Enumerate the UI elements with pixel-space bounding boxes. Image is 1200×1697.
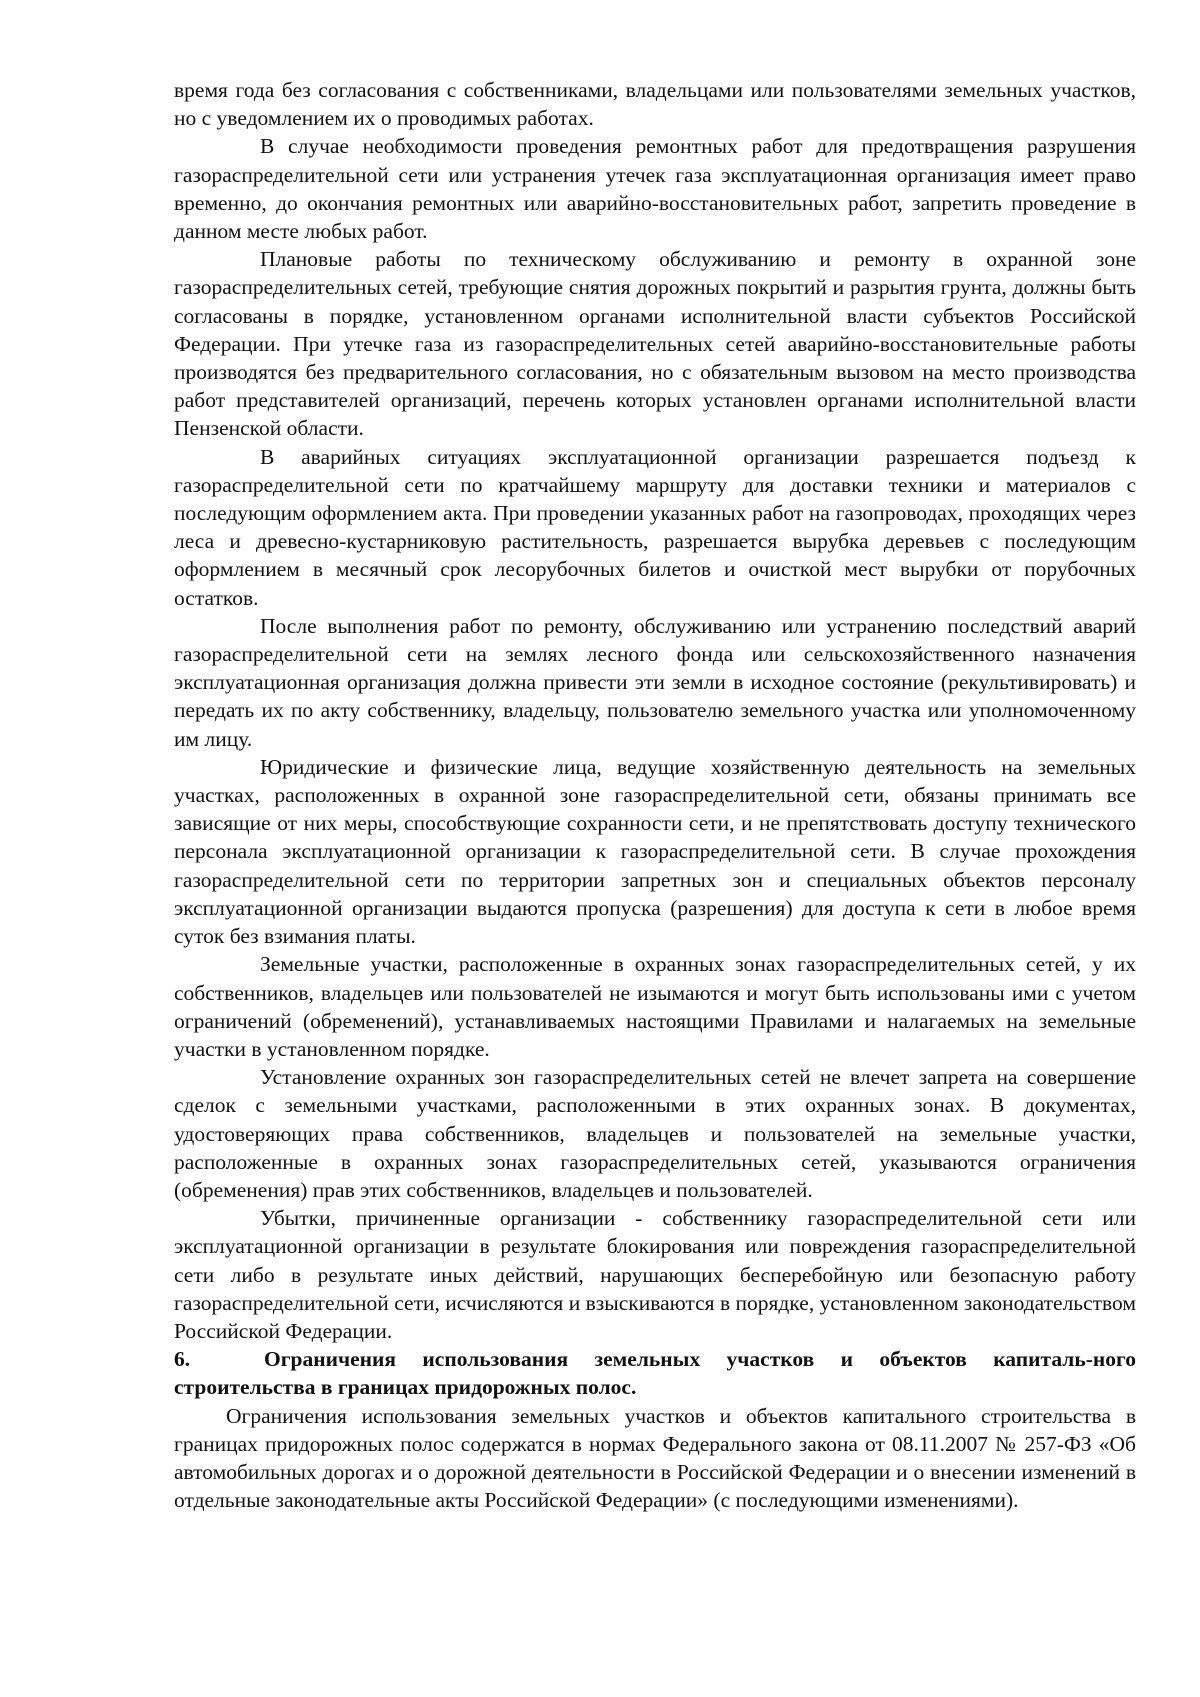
paragraph-planned-works: Плановые работы по техническому обслуживанию и ремонту в охранной зоне газораспределительных сетей, требующие снятия дорожных покрытий и разрытия грунта, должны быть согласованы в порядке, установленном органами исполнительной власти субъектов Российской Федерации. При утечке газа из газораспределительных сетей аварийно-восстановительные работы производятся без предварительного согласования, но с обязательным вызовом на место производства работ представителей организаций, перечень которых установлен органами исполнительной власти Пензенской области. [174, 247, 1136, 441]
section-title: Ограничения использования земельных участков и объектов капиталь-ного строительства в границах придорожных полос. [174, 1347, 1136, 1400]
section-heading [174, 1345, 1136, 1401]
document-page [174, 76, 1136, 1514]
paragraph-continuation: время года без согласования с собственниками, владельцами или пользователями земельных участков, но с уведомлением их о проводимых работах. [174, 78, 1136, 131]
paragraph-transactions: Установление охранных зон газораспределительных сетей не влечет запрета на совершение сделок с земельными участками, расположенными в этих охранных зонах. В документах, удостоверяющих права собственников, владельцев и пользователей на земельные участки, расположенные в охранных зонах газораспределительных сетей, указываются ограничения (обременения) прав этих собственников, владельцев и пользователей. [174, 1065, 1136, 1202]
section-number: 6. [174, 1347, 191, 1372]
paragraph-emergency-access: В аварийных ситуациях эксплуатационной организации разрешается подъезд к газораспределительной сети по кратчайшему маршруту для доставки техники и материалов с последующим оформлением акта. При проведении указанных работ на газопроводах, проходящих через леса и древесно-кустарниковую растительность, разрешается вырубка деревьев с последующим оформлением в месячный срок лесорубочных билетов и очисткой мест вырубки от порубочных остатков. [174, 444, 1136, 610]
paragraph-land-plots: Земельные участки, расположенные в охранных зонах газораспределительных сетей, у их собственников, владельцев или пользователей не изымаются и могут быть использованы ими с учетом ограничений (обременений), устанавливаемых настоящими Правилами и налагаемых на земельные участки в установленном порядке. [174, 952, 1136, 1061]
paragraph-legal-entities: Юридические и физические лица, ведущие хозяйственную деятельность на земельных участках, расположенных в охранной зоне газораспределительной сети, обязаны принимать все зависящие от них меры, способствующие сохранности сети, и не препятствовать доступу технического персонала эксплуатационной организации к газораспределительной сети. В случае прохождения газораспределительной сети по территории запретных зон и специальных объектов персоналу эксплуатационной организации выдаются пропуска (разрешения) для доступа к сети в любое время суток без взимания платы. [174, 754, 1136, 949]
paragraph-damages: Убытки, причиненные организации - собственнику газораспределительной сети или эксплуатационной организации в результате блокирования или повреждения газораспределительной сети либо в результате иных действий, нарушающих бесперебойную или безопасную работу газораспределительной сети, исчисляются и взыскиваются в порядке, установленном законодательством Российской Федерации. [174, 1206, 1136, 1343]
paragraph-reclamation: После выполнения работ по ремонту, обслуживанию или устранению последствий аварий газораспределительной сети на землях лесного фонда или сельскохозяйственного назначения эксплуатационная организация должна привести эти земли в исходное состояние (рекультивировать) и передать их по акту собственнику, владельцу, пользователю земельного участка или уполномоченному им лицу. [174, 613, 1136, 751]
section-body: Ограничения использования земельных участков и объектов капитального строительства в границах придорожных полос содержатся в нормах Федерального закона от 08.11.2007 № 257-ФЗ «Об автомобильных дорогах и о дорожной деятельности в Российской Федерации и о внесении изменений в отдельные законодательные акты Российской Федерации» (с последующими изменениями). [174, 1403, 1136, 1513]
paragraph-repair-works: В случае необходимости проведения ремонтных работ для предотвращения разрушения газораспределительной сети или устранения утечек газа эксплуатационная организация имеет право временно, до окончания ремонтных или аварийно-восстановительных работ, запретить проведение в данном месте любых работ. [174, 134, 1136, 244]
